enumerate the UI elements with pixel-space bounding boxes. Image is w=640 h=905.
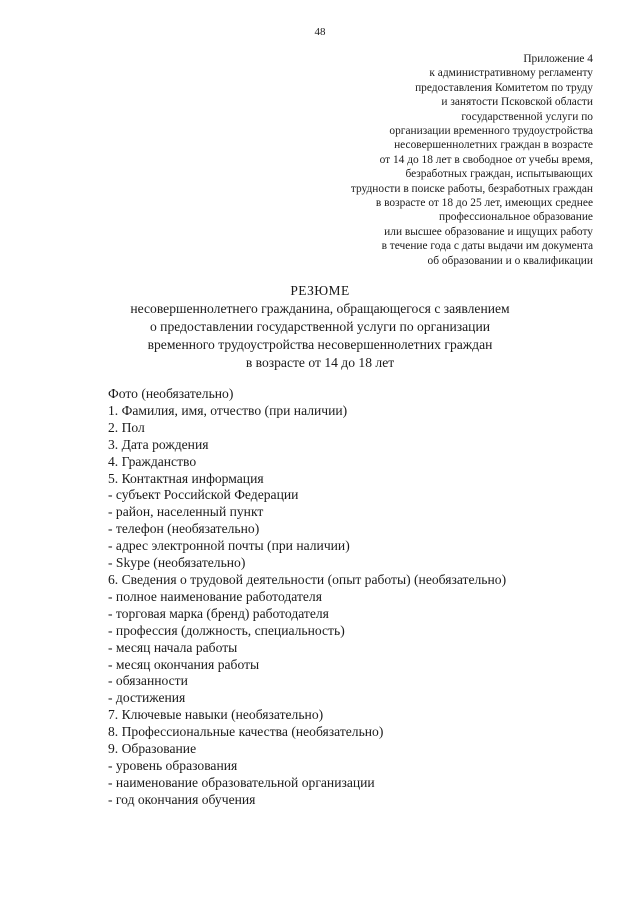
page-number: 48: [314, 26, 326, 38]
field-key-skills: 7. Ключевые навыки (необязательно): [108, 707, 324, 723]
field-email: - адрес электронной почты (при наличии): [108, 538, 350, 554]
appendix-line: организации временного трудоустройства: [389, 125, 593, 138]
field-contact-info: 5. Контактная информация: [108, 470, 264, 486]
appendix-line: трудности в поиске работы, безработных граждан: [350, 182, 593, 195]
field-gender: 2. Пол: [108, 419, 145, 435]
title-block: [0, 281, 640, 372]
field-photo: Фото (необязательно): [108, 386, 234, 401]
field-start-month: - месяц начала работы: [108, 639, 238, 655]
field-profession: - профессия (должность, специальность): [108, 622, 345, 638]
subtitle-line: временного трудоустройства несовершеннолетних граждан: [147, 337, 493, 352]
field-citizenship: 4. Гражданство: [108, 453, 197, 469]
appendix-line: и занятости Псковской области: [441, 96, 593, 109]
subtitle-line: несовершеннолетнего гражданина, обращающегося с заявлением: [130, 301, 510, 316]
field-work-experience: 6. Сведения о трудовой деятельности (опыт работы) (необязательно): [108, 571, 507, 587]
appendix-line: в возрасте от 18 до 25 лет, имеющих среднее: [375, 197, 593, 210]
field-institution-name: - наименование образовательной организации: [108, 774, 375, 790]
field-duties: - обязанности: [108, 673, 188, 689]
subtitle-line: в возрасте от 14 до 18 лет: [245, 355, 395, 370]
field-graduation-year: - год окончания обучения: [108, 791, 256, 807]
field-district: - район, населенный пункт: [108, 504, 264, 520]
field-subject: - субъект Российской Федерации: [108, 487, 299, 503]
field-birth-date: 3. Дата рождения: [108, 436, 209, 452]
field-phone: - телефон (необязательно): [108, 521, 260, 537]
appendix-line: несовершеннолетних граждан в возрасте: [394, 139, 593, 152]
field-education-level: - уровень образования: [108, 757, 238, 773]
resume-field-list: [108, 386, 608, 809]
appendix-line: в течение года с даты выдачи им документа: [381, 240, 593, 253]
appendix-line: предоставления Комитетом по труду: [415, 81, 593, 94]
appendix-line: к административному регламенту: [429, 67, 593, 80]
appendix-line: профессиональное образование: [439, 211, 593, 224]
field-employer-brand: - торговая марка (бренд) работодателя: [108, 605, 329, 621]
field-skype: - Skype (необязательно): [108, 555, 246, 571]
appendix-line: безработных граждан, испытывающих: [405, 168, 593, 181]
appendix-line: об образовании и о квалификации: [427, 254, 593, 267]
appendix-line: или высшее образование и ищущих работу: [384, 225, 593, 238]
field-education: 9. Образование: [108, 741, 197, 757]
subtitle-line: о предоставлении государственной услуги по организации: [149, 319, 491, 334]
field-achievements: - достижения: [108, 690, 186, 706]
appendix-heading: [293, 52, 593, 268]
appendix-line: от 14 до 18 лет в свободное от учебы время,: [379, 153, 593, 166]
field-professional-qualities: 8. Профессиональные качества (необязательно): [108, 724, 384, 740]
field-full-name: 1. Фамилия, имя, отчество (при наличии): [108, 402, 348, 418]
document-title: РЕЗЮМЕ: [290, 283, 350, 298]
field-employer-name: - полное наименование работодателя: [108, 588, 322, 604]
appendix-line: государственной услуги по: [461, 110, 593, 123]
field-end-month: - месяц окончания работы: [108, 656, 260, 672]
appendix-line: Приложение 4: [523, 53, 593, 65]
